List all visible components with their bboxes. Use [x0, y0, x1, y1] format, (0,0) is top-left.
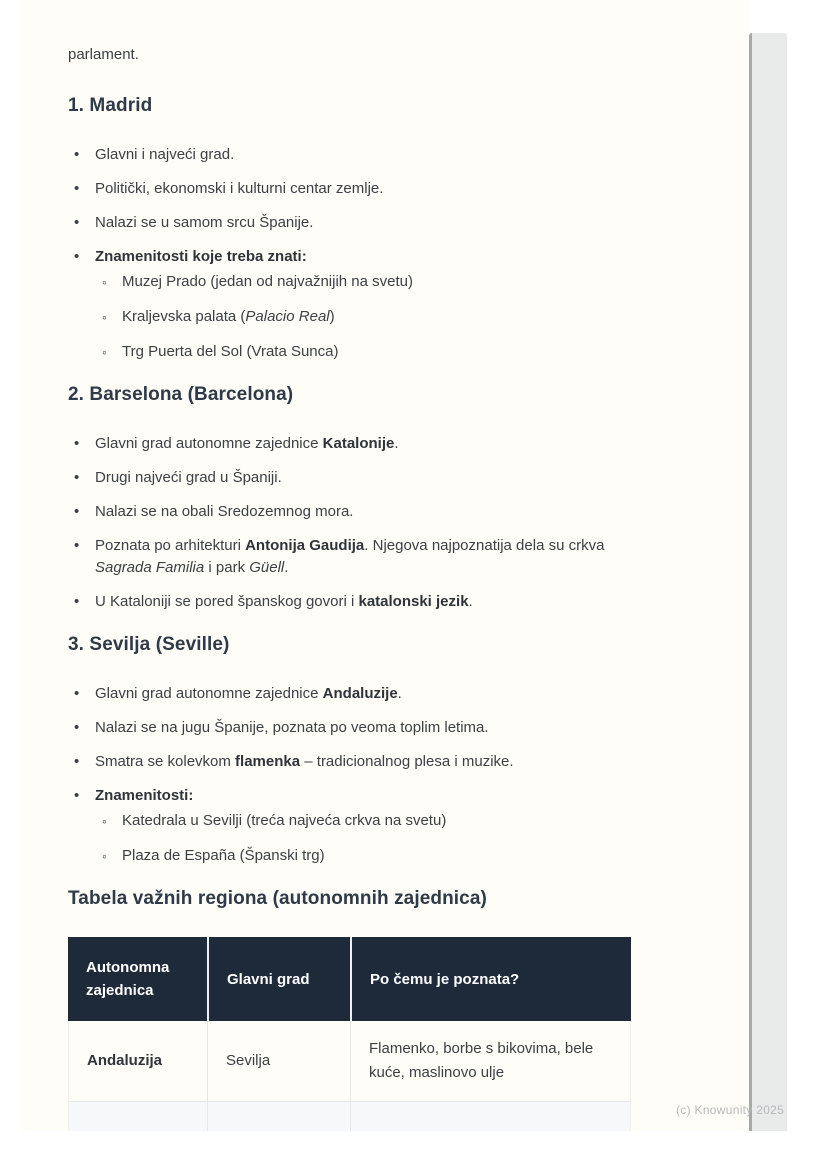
text-segment: Drugi najveći grad u Španiji. [95, 469, 282, 486]
table-header-cell: Autonomna zajednica [68, 937, 207, 1021]
text-segment: . [284, 559, 289, 576]
document-content [68, 0, 633, 1131]
bullet-list-sevilja [68, 683, 633, 867]
scrollbar[interactable] [749, 33, 787, 1131]
list-item [68, 467, 608, 489]
text-segment: katalonski jezik [358, 593, 469, 610]
list-item [68, 751, 608, 773]
text-segment: Antonija Gaudija [245, 537, 365, 554]
table-title: Tabela važnih regiona (autonomnih zajednica) [68, 888, 487, 909]
text-segment: . [394, 435, 399, 452]
bullet-list-madrid [68, 144, 633, 363]
section-heading-sevilja: 3. Sevilja (Seville) [68, 634, 230, 655]
list-item [68, 212, 608, 234]
bullet-list-barselona [68, 433, 633, 613]
text-segment: Smatra se kolevkom [95, 753, 236, 770]
text-segment: . Njegova najpoznatija dela su crkva [364, 537, 605, 554]
text-segment: Nalazi se na jugu Španije, poznata po veoma toplim letima. [95, 719, 489, 736]
text-segment: Nalazi se u samom srcu Španije. [95, 214, 314, 231]
text-segment: Andaluzije [322, 685, 398, 702]
list-item [68, 178, 608, 200]
text-segment: Palacio Real [245, 308, 330, 325]
sub-list-item [95, 306, 608, 328]
text-segment: U Kataloniji se pored španskog govori i [95, 593, 359, 610]
text-segment: Nalazi se na obali Sredozemnog mora. [95, 503, 354, 520]
text-segment: Katalonije [322, 435, 395, 452]
sub-list-item [95, 271, 608, 293]
table-header-row [68, 937, 631, 1021]
text-segment: Güell [249, 559, 285, 576]
document-page [20, 0, 749, 1131]
sub-list-item [95, 341, 608, 363]
text-segment: . [468, 593, 473, 610]
list-item [68, 785, 608, 867]
list-item [68, 144, 608, 166]
text-segment: – tradicionalnog plesa i muzike. [300, 753, 514, 770]
table-cell: Flamenko, borbe s bikovima, bele kuće, maslinovo ulje [350, 1021, 631, 1102]
text-segment: ) [329, 308, 335, 325]
table-cell [350, 1102, 631, 1131]
watermark-text: (c) Knowunity 2025 [676, 1103, 785, 1117]
table-cell: Sevilja [207, 1021, 350, 1102]
list-item [68, 683, 608, 705]
text-segment: Trg Puerta del Sol (Vrata Sunca) [122, 343, 339, 360]
text-segment: Glavni grad autonomne zajednice [95, 435, 323, 452]
table-header-cell: Po čemu je poznata? [350, 937, 631, 1021]
list-item [68, 246, 608, 363]
text-segment: Kraljevska palata ( [122, 308, 246, 325]
list-item [68, 717, 608, 739]
text-segment: flamenka [235, 753, 301, 770]
table-cell: Andaluzija [68, 1021, 207, 1102]
table-header-cell: Glavni grad [207, 937, 350, 1021]
text-segment: Glavni i najveći grad. [95, 146, 235, 163]
text-segment: Glavni grad autonomne zajednice [95, 685, 323, 702]
table-row [68, 1021, 631, 1102]
sub-list-item [95, 845, 608, 867]
list-item [68, 535, 608, 579]
text-segment: Sagrada Familia [95, 559, 205, 576]
regions-table [68, 937, 631, 1131]
intro-paragraph: parlament. [68, 46, 139, 63]
text-segment: Muzej Prado (jedan od najvažnijih na svetu) [122, 273, 413, 290]
section-heading-barselona: 2. Barselona (Barcelona) [68, 384, 294, 405]
section-heading-madrid: 1. Madrid [68, 95, 153, 116]
sub-bullet-list [95, 810, 608, 867]
text-segment: Politički, ekonomski i kulturni centar zemlje. [95, 180, 384, 197]
text-segment: Katedrala u Sevilji (treća najveća crkva na svetu) [122, 812, 447, 829]
text-segment: Znamenitosti koje treba znati: [95, 248, 307, 265]
table-cell [68, 1102, 207, 1131]
text-segment: i park [204, 559, 250, 576]
text-segment: Plaza de España (Španski trg) [122, 847, 325, 864]
table-row [68, 1102, 631, 1131]
list-item [68, 433, 608, 455]
text-segment: Poznata po arhitekturi [95, 537, 246, 554]
text-segment: Znamenitosti: [95, 787, 194, 804]
sub-list-item [95, 810, 608, 832]
list-item [68, 501, 608, 523]
list-item [68, 591, 608, 613]
table-cell [207, 1102, 350, 1131]
text-segment: . [397, 685, 402, 702]
sub-bullet-list [95, 271, 608, 363]
